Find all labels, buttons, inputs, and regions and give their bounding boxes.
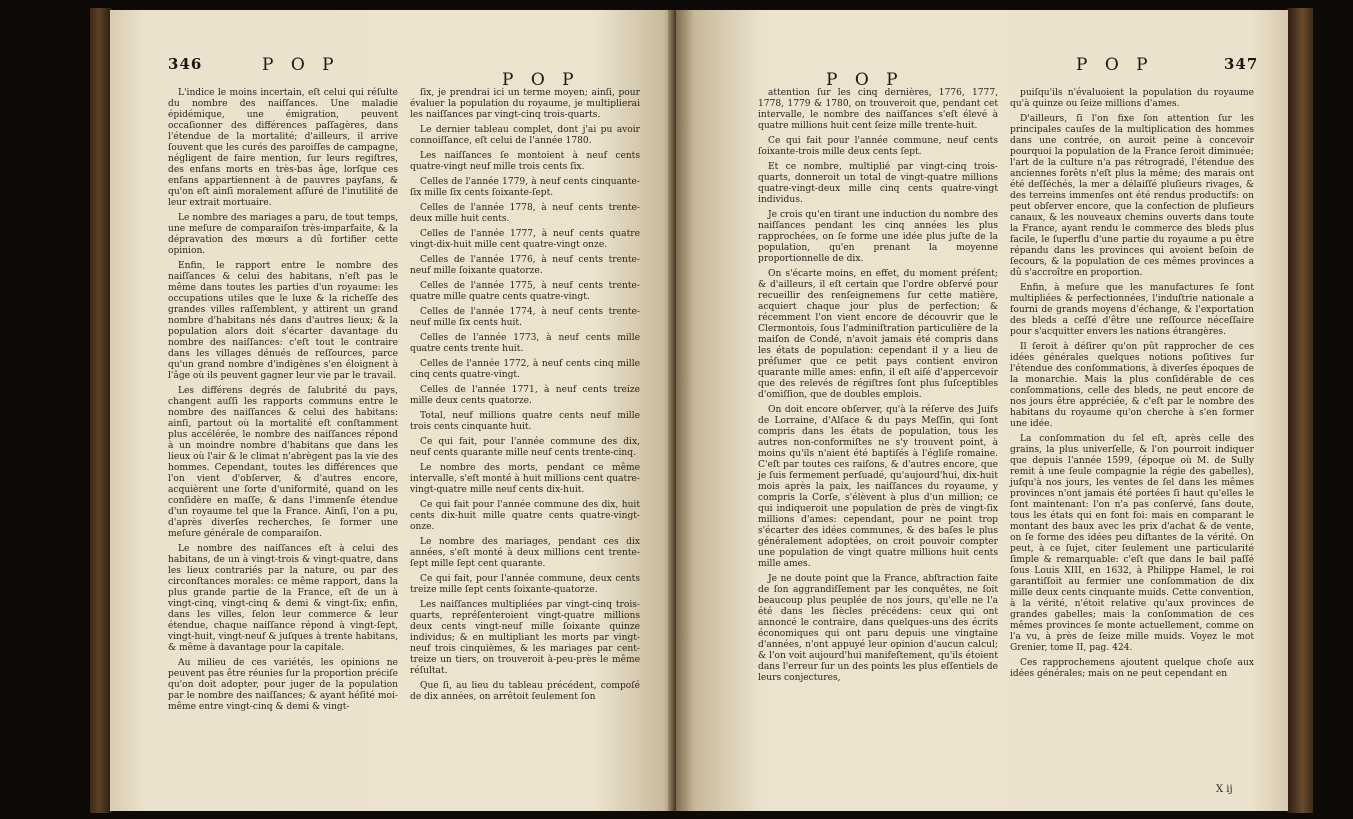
paragraph: On doit encore obſerver, qu'à la réſerve des Juifs de Lorraine, d'Alſace & du pays Meſſin, qui ſont compris dans les états de population, tous les autres non-conformiſtes ne s'y trouvent point, à moins qu'ils n'aient été baptiſés à l'égliſe romaine. C'eſt par toutes ces raiſons, & d'autres encore, que je ſuis fermement perſuadé, qu'aujourd'hui, dix-huit mois après la paix, les naiſſances du royaume, y compris la Corſe, s'élèvent à plus d'un million; ce qui indiqueroit une population de près de vingt-ſix millions d'ames: cependant, pour ne point trop s'écarter des idées communes, & des baſes le plus généralement adoptées, on croit pouvoir compter une population de vingt quatre millions huit cents mille ames. <box>758 405 998 569</box>
paragraph: Et ce nombre, multiplié par vingt-cinq trois-quarts, donneroit un total de vingt-quatre millions quatre-vingt-deux mille cinq cents quatre-vingt individus. <box>758 162 998 205</box>
left-page-number: 346 <box>168 55 203 73</box>
paragraph: Total, neuf millions quatre cents neuf mille trois cents cinquante huit. <box>410 411 640 432</box>
paragraph: Les naiſſances multipliées par vingt-cinq trois-quarts, repréſenteroient vingt-quatre millions deux cents vingt-neuf mille ſoixante quinze individus; & en multipliant les morts par vingt-neuf trois cinquièmes, & les mariages par cent-treize un tiers, on trouveroit à-peu-près le même réſultat. <box>410 600 640 676</box>
left-running-title-1: P O P <box>262 55 340 75</box>
paragraph: Au milieu de ces variétés, les opinions ne peuvent pas être réunies ſur la proportion préciſe qu'on doit adopter, pour juger de la population par le nombre des naiſſances; & ayant héſité moi-même entre vingt-cinq & demi & vingt- <box>168 658 398 712</box>
paragraph: Celles de l'année 1779, à neuf cents cinquante-ſix mille ſix cents ſoixante-ſept. <box>410 177 640 198</box>
paragraph: puiſqu'ils n'évaluoient la population du royaume qu'à quinze ou ſeize millions d'ames. <box>1010 88 1254 109</box>
right-page <box>676 10 1288 811</box>
paragraph: Celles de l'année 1776, à neuf cents trente-neuf mille ſoixante quatorze. <box>410 255 640 276</box>
paragraph: Que ſi, au lieu du tableau précédent, compoſé de dix années, on arrêtoit ſeulement ſon <box>410 681 640 702</box>
right-page-number: 347 <box>1224 55 1259 73</box>
paragraph: Ces rapprochemens ajoutent quelque choſe aux idées générales; mais on ne peut cependant en <box>1010 658 1254 679</box>
paragraph: ſix, je prendrai ici un terme moyen; ainſi, pour évaluer la population du royaume, je multiplierai les naiſſances par vingt-cinq trois-quarts. <box>410 88 640 120</box>
paragraph: On s'écarte moins, en effet, du moment préſent; & d'ailleurs, il eſt certain que l'ordre obſervé pour recueillir des renſeignemens ſur cette matière, acquiert chaque jour plus de perfection; & récemment l'on vient encore de découvrir que le Clermontois, ſous l'adminiſtration particulière de la maiſon de Condé, n'avoit jamais été compris dans les états de population: cependant il y a lieu de préſumer que ce petit pays contient environ quarante mille ames: enfin, il eſt aiſé d'appercevoir que des relevés de régiſtres ſont plus ſuſceptibles d'omiſſion, que de doubles emplois. <box>758 269 998 400</box>
paragraph: Celles de l'année 1773, à neuf cents mille quatre cents trente huit. <box>410 333 640 354</box>
paragraph: Le dernier tableau complet, dont j'ai pu avoir connoiſſance, eſt celui de l'année 1780. <box>410 125 640 146</box>
paragraph: Celles de l'année 1772, à neuf cents cinq mille cinq cents quatre-vingt. <box>410 359 640 380</box>
paragraph: Les différens degrés de ſalubrité du pays, changent auſſi les rapports communs entre le nombre des naiſſances & celui des habitans: ainſi, partout où la mortalité eſt conſtamment plus accélérée, le nombre des naiſſances répond à un moindre nombre d'habitans que dans les lieux où l'air & le climat n'abrègent pas la vie des hommes. Cependant, toutes les différences que l'on vient d'obſerver, & d'autres encore, acquièrent une ſorte d'uniformité, quand on les conſidère en maſſe, & dans l'immenſe étendue d'un royaume tel que la France. Ainſi, l'on a pu, d'après diverſes recherches, ſe former une meſure générale de comparaiſon. <box>168 386 398 539</box>
paragraph: Ce qui fait, pour l'année commune des dix, neuf cents quarante mille neuf cents trente-cinq. <box>410 437 640 458</box>
paragraph: Les naiſſances ſe montoient à neuf cents quatre-vingt neuf mille trois cents ſix. <box>410 151 640 172</box>
left-page-column-1 <box>168 88 398 717</box>
book-cover-left-edge <box>90 8 112 813</box>
left-running-title-2: P O P <box>502 70 580 90</box>
paragraph: Je crois qu'en tirant une induction du nombre des naiſſances pendant les cinq années les plus rapprochées, on ſe forme une idée plus juſte de la population, qu'en prenant la moyenne proportionnelle de dix. <box>758 210 998 264</box>
paragraph: Le nombre des mariages, pendant ces dix années, s'eſt monté à deux millions cent trente-ſept mille ſept cent quarante. <box>410 537 640 569</box>
paragraph: Enfin, à meſure que les manufactures ſe ſont multipliées & perfectionnées, l'induſtrie nationale a fourni de grands moyens d'échange, & l'exportation des bleds a ceſſé d'être une reſſource néceſſaire pour s'acquitter envers les nations étrangères. <box>1010 283 1254 337</box>
paragraph: attention ſur les cinq dernières, 1776, 1777, 1778, 1779 & 1780, on trouveroit que, pendant cet intervalle, le nombre des naiſſances s'eſt élevé à quatre millions huit cent ſeize mille trente-huit. <box>758 88 998 131</box>
paragraph: Celles de l'année 1774, à neuf cents trente-neuf mille ſix cents huit. <box>410 307 640 328</box>
paragraph: Le nombre des mariages a paru, de tout temps, une meſure de comparaiſon très-imparfaite, & la dépravation des mœurs a dû fortifier cette opinion. <box>168 213 398 256</box>
paragraph: Il ſeroit à déſirer qu'on pût rapprocher de ces idées générales quelques notions poſitives ſur l'étendue des conſommations, à diverſes époques de la monarchie. Mais la plus conſidérable de ces conſommations, celle des bleds, ne peut encore de nos jours être appréciée, & c'eſt par le nombre des habitans du royaume qu'on cherche à s'en former une idée. <box>1010 342 1254 429</box>
paragraph: Celles de l'année 1775, à neuf cents trente-quatre mille quatre cents quatre-vingt. <box>410 281 640 302</box>
paragraph: Le nombre des morts, pendant ce même intervalle, s'eſt monté à huit millions cent quatre-vingt-quatre mille neuf cents dix-huit. <box>410 463 640 495</box>
signature-mark: X ij <box>1216 784 1233 795</box>
paragraph: Celles de l'année 1778, à neuf cents trente-deux mille huit cents. <box>410 203 640 224</box>
right-page-column-1 <box>758 88 998 688</box>
paragraph: Ce qui fait pour l'année commune des dix, huit cents dix-huit mille quatre cents quatre-vingt-onze. <box>410 500 640 532</box>
left-page-column-2 <box>410 88 640 707</box>
paragraph: D'ailleurs, ſi l'on fixe ſon attention ſur les principales cauſes de la multiplication des hommes dans une contrée, on auroit peine à concevoir pourquoi la population de la France ſeroit diminuée; l'art de la culture n'a pas rétrogradé, l'étendue des anciennes forêts n'eſt plus la même; des marais ont été deſſéchés, la mer a délaiſſé pluſieurs rivages, & des terreins immenſes ont été rendus productifs: on peut obſerver encore, que la confection de pluſieurs canaux, & les nouveaux chemins ouverts dans toute la France, ayant rendu le commerce des bleds plus facile, le ſuperflu d'une partie du royaume a pu être répandu dans les provinces qui avoient beſoin de ſecours, & la population de ces mêmes provinces a dû s'accroître en proportion. <box>1010 114 1254 278</box>
paragraph: Celles de l'année 1771, à neuf cents treize mille deux cents quatorze. <box>410 385 640 406</box>
right-page-column-2 <box>1010 88 1254 684</box>
paragraph: Le nombre des naiſſances eſt à celui des habitans, de un à vingt-trois & vingt-quatre, dans les lieux contrariés par la nature, ou par des circonſtances morales: ce même rapport, dans la plus grande partie de la France, eſt de un à vingt-cinq, vingt-cinq & demi & vingt-ſix; enfin, dans les villes, ſelon leur commerce & leur étendue, chaque naiſſance répond à vingt-ſept, vingt-huit, vingt-neuf & juſques à trente habitans, & même à davantage pour la capitale. <box>168 544 398 653</box>
paragraph: L'indice le moins incertain, eſt celui qui réſulte du nombre des naiſſances. Une maladie épidémique, une émigration, peuvent occaſionner des différences paſſagères, dans l'étendue de la mortalité; d'ailleurs, il arrive ſouvent que les curés des paroiſſes de campagne, négligent de faire mention, ſur leurs regiſtres, des enfans morts en très-bas âge, lorſque ces enfans appartiennent à de pauvres payſans, & qu'on eſt ainſi moralement aſſuré de l'inutilité de leur extrait mortuaire. <box>168 88 398 208</box>
paragraph: Celles de l'année 1777, à neuf cents quatre vingt-dix-huit mille cent quatre-vingt onze. <box>410 229 640 250</box>
left-page <box>110 10 680 811</box>
paragraph: Enfin, le rapport entre le nombre des naiſſances & celui des habitans, n'eſt pas le même dans toutes les parties d'un royaume: les occupations utiles que le luxe & la richeſſe des grandes villes raſſemblent, y attirent un grand nombre d'habitans nés dans d'autres lieux; & la population alors doit s'écarter davantage du nombre des naiſſances: c'eſt tout le contraire dans les villages dénués de reſſources, parce qu'un grand nombre d'indigènes s'en éloignent à l'âge où ils peuvent gagner leur vie par le travail. <box>168 261 398 381</box>
paragraph: Ce qui fait, pour l'année commune, deux cents treize mille ſept cents ſoixante-quatorze. <box>410 574 640 595</box>
paragraph: Je ne doute point que la France, abſtraction faite de ſon aggrandiſſement par les conquêtes, ne ſoit beaucoup plus peuplée de nos jours, qu'elle ne l'a été dans les ſiècles précédens: ceux qui ont annoncé le contraire, dans quelques-uns des écrits économiques qui ont paru depuis une vingtaine d'années, n'ont appuyé leur opinion d'aucun calcul; & l'on voit aujourd'hui manifeſtement, qu'ils étoient dans l'erreur ſur un des points les plus eſſentiels de leurs conjectures, <box>758 574 998 683</box>
paragraph: La conſommation du ſel eſt, après celle des grains, la plus univerſelle, & l'on pourroit indiquer que depuis l'année 1599, (époque où M. de Sully remit à une ſeule compagnie la régie des gabelles), juſqu'à nos jours, les ventes de ſel dans les mêmes provinces n'ont jamais été portées ſi haut qu'elles le ſont maintenant: l'on n'a pas conſervé, ſans doute, tous les états qui en font foi: mais en comparant le montant des baux avec les prix d'achat & de vente, on ſe forme des idées peu diſtantes de la vérité. On peut, à ce ſujet, citer ſeulement une particularité ſimple & remarquable: c'eſt que dans le bail paſſé ſous Louis XIII, en 1632, à Philippe Hamel, le roi garantiſſoit au fermier une conſommation de dix mille deux cents cinquante muids. Cette convention, à la vérité, n'étoit relative qu'aux provinces de grandes gabelles; mais la conſommation de ces mêmes provinces ſe monte actuellement, comme on l'a vu, à près de ſeize mille muids. Voyez le mot Grenier, tome II, pag. 424. <box>1010 434 1254 653</box>
right-running-title-2: P O P <box>1076 55 1154 75</box>
right-running-title-1: P O P <box>826 70 904 90</box>
paragraph: Ce qui fait pour l'année commune, neuf cents ſoixante-trois mille deux cents ſept. <box>758 136 998 157</box>
book-cover-right-edge <box>1287 8 1313 813</box>
